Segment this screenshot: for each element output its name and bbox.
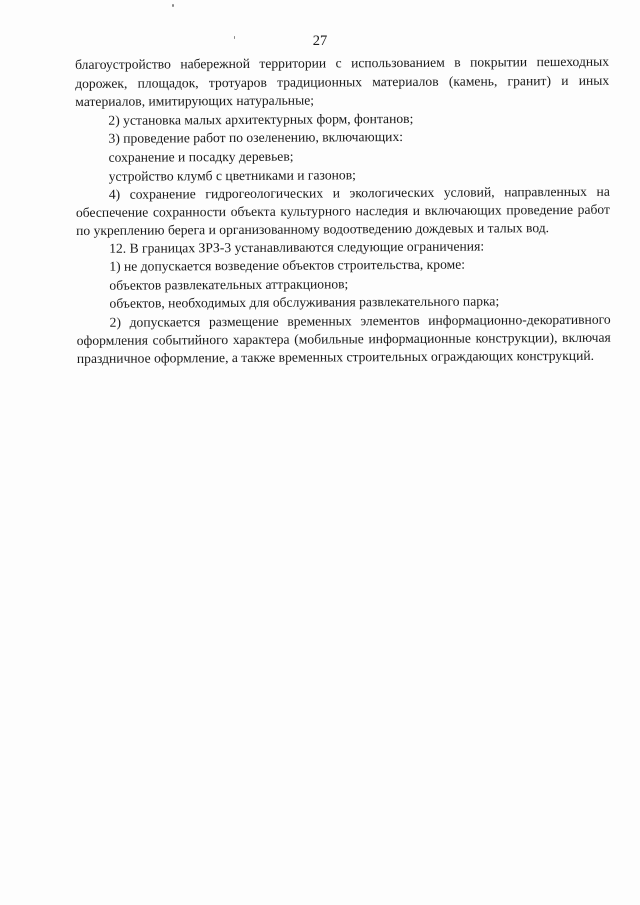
paragraph: благоустройство набережной территории с использованием в покрытии пешеходных дорожек, площадок, тротуаров традиционных материалов (камень, гранит) и иных материалов, имитирующих натуральные; <box>75 53 610 110</box>
page-number: 27 <box>312 33 328 49</box>
scan-artifact <box>172 4 174 7</box>
paragraph: 3) проведение работ по озеленению, включающих: <box>108 129 404 147</box>
paragraph: 12. В границах ЗРЗ-3 устанавливаются следующие ограничения: <box>109 238 485 256</box>
paragraph: устройство клумб с цветниками и газонов; <box>108 166 356 184</box>
paragraph: 2) допускается размещение временных элементов информационно-декоративного оформления событийного характера (мобильные информационные конструкции), включая праздничное оформление, а также временных строительных ограждающих конструкций. <box>76 311 611 366</box>
paragraph: объектов развлекательных аттракционов; <box>109 276 349 293</box>
paragraph: 1) не допускается возведение объектов строительства, кроме: <box>109 256 466 274</box>
paragraph: сохранение и посадку деревьев; <box>108 148 294 165</box>
document-body <box>75 53 611 368</box>
paragraph: 4) сохранение гидрогеологических и экологических условий, направленных на обеспечение сохранности объекта культурного наследия и включающих проведение работ по укреплению берега и организованному водоотведению дождевых и талых вод. <box>75 183 610 238</box>
paragraph: объектов, необходимых для обслуживания развлекательного парка; <box>109 293 500 312</box>
paragraph: 2) установка малых архитектурных форм, фонтанов; <box>108 110 414 128</box>
